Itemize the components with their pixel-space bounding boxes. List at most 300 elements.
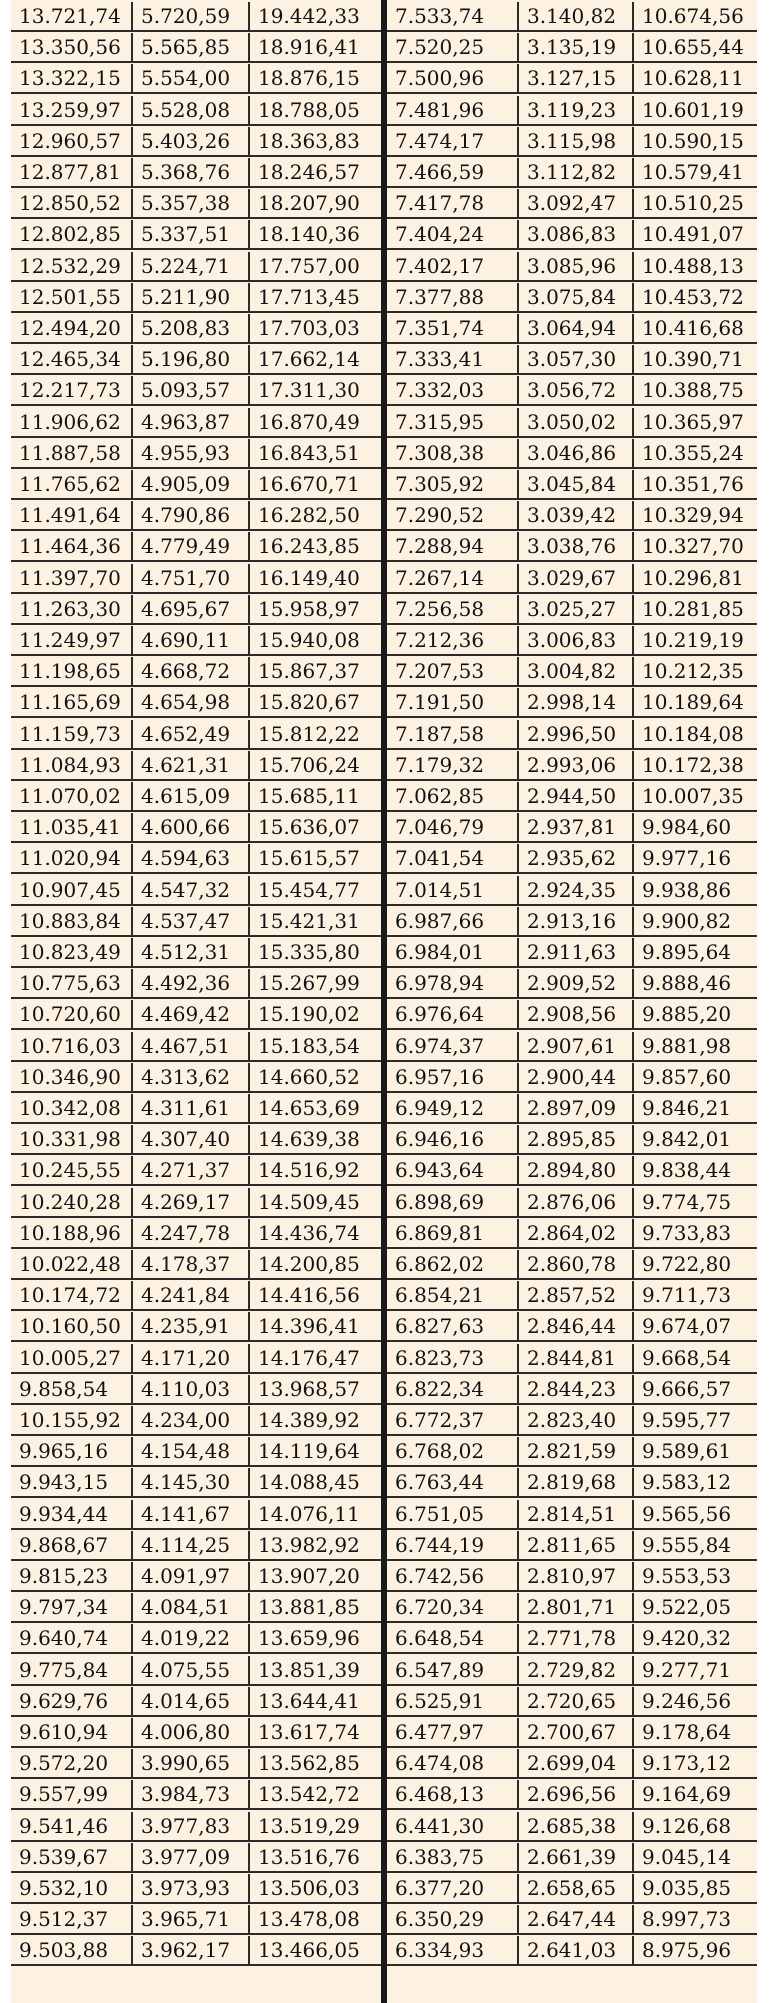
table-cell: 14.660,52	[248, 1063, 381, 1091]
table-cell: 9.977,16	[632, 844, 757, 872]
table-cell: 2.864,02	[517, 1219, 632, 1247]
table-cell: 3.029,67	[517, 564, 632, 592]
table-row	[11, 1312, 381, 1342]
table-cell: 9.838,44	[632, 1156, 757, 1184]
table-cell: 11.084,93	[19, 752, 121, 777]
table-cell: 11.198,65	[19, 659, 121, 684]
table-cell: 9.565,56	[632, 1500, 757, 1528]
table-cell: 3.962,17	[131, 1936, 248, 1964]
table-cell: 4.114,25	[131, 1531, 248, 1559]
table-cell: 9.512,37	[19, 1907, 109, 1932]
table-cell: 7.187,58	[395, 721, 485, 746]
table-row	[387, 1780, 757, 1810]
table-row	[387, 1843, 757, 1873]
table-cell: 15.267,99	[248, 969, 381, 997]
table-cell: 14.639,38	[248, 1125, 381, 1153]
table-cell: 4.241,84	[131, 1281, 248, 1309]
table-cell: 4.600,66	[131, 813, 248, 841]
table-cell: 13.907,20	[248, 1562, 381, 1590]
table-row	[11, 1125, 381, 1155]
table-cell: 2.935,62	[517, 844, 632, 872]
table-cell: 9.572,20	[19, 1751, 109, 1776]
table-cell: 2.844,23	[517, 1375, 632, 1403]
table-cell: 4.141,67	[131, 1500, 248, 1528]
table-cell: 3.064,94	[517, 314, 632, 342]
table-cell: 11.165,69	[19, 690, 121, 715]
table-row	[387, 345, 757, 375]
table-cell: 3.092,47	[517, 189, 632, 217]
table-cell: 6.350,29	[395, 1907, 485, 1932]
table-cell: 3.050,02	[517, 408, 632, 436]
table-cell: 9.126,68	[632, 1812, 757, 1840]
table-row	[387, 1468, 757, 1498]
table-cell: 9.666,57	[632, 1375, 757, 1403]
table-cell: 9.943,15	[19, 1470, 109, 1495]
table-cell: 7.288,94	[395, 534, 485, 559]
table-row	[387, 1687, 757, 1717]
table-cell: 4.084,51	[131, 1593, 248, 1621]
table-cell: 8.997,73	[632, 1905, 757, 1933]
table-cell: 14.119,64	[248, 1437, 381, 1465]
table-cell: 4.668,72	[131, 657, 248, 685]
table-cell: 16.282,50	[248, 501, 381, 529]
table-row	[387, 1593, 757, 1623]
table-cell: 18.916,41	[248, 33, 381, 61]
table-cell: 7.402,17	[395, 253, 485, 278]
table-row	[387, 1219, 757, 1249]
table-cell: 9.164,69	[632, 1780, 757, 1808]
table-cell: 3.046,86	[517, 439, 632, 467]
table-cell: 9.711,73	[632, 1281, 757, 1309]
table-cell: 6.768,02	[395, 1439, 485, 1464]
table-cell: 7.267,14	[395, 565, 485, 590]
table-row	[11, 127, 381, 157]
table-cell: 3.056,72	[517, 376, 632, 404]
table-row	[387, 1250, 757, 1280]
table-row	[11, 813, 381, 843]
table-cell: 6.978,94	[395, 971, 485, 996]
table-cell: 9.881,98	[632, 1032, 757, 1060]
table-row	[387, 33, 757, 63]
table-cell: 5.720,59	[131, 2, 248, 30]
table-row	[11, 1094, 381, 1124]
table-cell: 4.171,20	[131, 1344, 248, 1372]
table-cell: 10.189,64	[632, 688, 757, 716]
table-cell: 2.913,16	[517, 907, 632, 935]
table-cell: 4.547,32	[131, 876, 248, 904]
table-cell: 9.722,80	[632, 1250, 757, 1278]
table-row	[387, 1344, 757, 1374]
table-row	[387, 1812, 757, 1842]
table-cell: 4.779,49	[131, 532, 248, 560]
table-cell: 10.188,96	[19, 1220, 121, 1245]
table-cell: 5.196,80	[131, 345, 248, 373]
table-row	[387, 1032, 757, 1062]
table-cell: 14.436,74	[248, 1219, 381, 1247]
table-cell: 2.993,06	[517, 751, 632, 779]
table-cell: 6.976,64	[395, 1002, 485, 1027]
table-row	[11, 252, 381, 282]
table-row	[387, 501, 757, 531]
table-cell: 9.629,76	[19, 1688, 109, 1713]
table-cell: 9.553,53	[632, 1562, 757, 1590]
table-cell: 4.652,49	[131, 720, 248, 748]
table-cell: 14.509,45	[248, 1188, 381, 1216]
table-cell: 2.876,06	[517, 1188, 632, 1216]
table-cell: 9.640,74	[19, 1626, 109, 1651]
table-cell: 2.911,63	[517, 938, 632, 966]
table-row	[11, 1344, 381, 1374]
table-cell: 3.119,23	[517, 96, 632, 124]
table-cell: 4.247,78	[131, 1219, 248, 1247]
table-row	[11, 1281, 381, 1311]
table-row	[11, 408, 381, 438]
table-cell: 4.235,91	[131, 1312, 248, 1340]
table-cell: 4.690,11	[131, 626, 248, 654]
table-cell: 3.112,82	[517, 158, 632, 186]
table-cell: 15.940,08	[248, 626, 381, 654]
table-row	[11, 1437, 381, 1467]
table-row	[387, 1874, 757, 1904]
table-cell: 4.695,67	[131, 595, 248, 623]
table-cell: 4.145,30	[131, 1468, 248, 1496]
table-cell: 10.453,72	[632, 283, 757, 311]
table-cell: 5.357,38	[131, 189, 248, 217]
table-cell: 7.315,95	[395, 409, 485, 434]
table-cell: 3.038,76	[517, 532, 632, 560]
table-cell: 5.403,26	[131, 127, 248, 155]
table-row	[11, 720, 381, 750]
table-row	[387, 844, 757, 874]
table-cell: 4.512,31	[131, 938, 248, 966]
table-row	[11, 907, 381, 937]
table-cell: 10.005,27	[19, 1345, 121, 1370]
table-row	[11, 1936, 381, 1966]
table-cell: 13.259,97	[19, 97, 121, 122]
table-row	[387, 1562, 757, 1592]
table-cell: 2.944,50	[517, 782, 632, 810]
table-cell: 2.821,59	[517, 1437, 632, 1465]
table-cell: 2.685,38	[517, 1812, 632, 1840]
table-cell: 3.045,84	[517, 470, 632, 498]
table-row	[11, 1780, 381, 1810]
table-cell: 4.110,03	[131, 1375, 248, 1403]
table-cell: 2.844,81	[517, 1344, 632, 1372]
table-cell: 2.907,61	[517, 1032, 632, 1060]
table-cell: 4.467,51	[131, 1032, 248, 1060]
table-cell: 15.636,07	[248, 813, 381, 841]
table-cell: 9.557,99	[19, 1782, 109, 1807]
table-row	[387, 564, 757, 594]
table-cell: 10.601,19	[632, 96, 757, 124]
table-cell: 12.494,20	[19, 316, 121, 340]
table-row	[11, 1219, 381, 1249]
table-cell: 13.617,74	[248, 1718, 381, 1746]
table-cell: 7.062,85	[395, 784, 485, 808]
table-row	[11, 595, 381, 625]
table-cell: 2.909,52	[517, 969, 632, 997]
table-cell: 2.937,81	[517, 813, 632, 841]
table-cell: 10.219,19	[632, 626, 757, 654]
table-cell: 12.532,29	[19, 253, 121, 278]
table-cell: 6.772,37	[395, 1408, 485, 1432]
table-row	[11, 1593, 381, 1623]
table-cell: 4.615,09	[131, 782, 248, 810]
table-cell: 4.269,17	[131, 1188, 248, 1216]
table-cell: 3.057,30	[517, 345, 632, 373]
table-cell: 9.589,61	[632, 1437, 757, 1465]
table-cell: 3.039,42	[517, 501, 632, 529]
table-cell: 13.519,29	[248, 1812, 381, 1840]
table-cell: 2.897,09	[517, 1094, 632, 1122]
table-cell: 6.949,12	[395, 1096, 485, 1120]
table-cell: 9.774,75	[632, 1188, 757, 1216]
table-cell: 2.998,14	[517, 688, 632, 716]
table-cell: 14.200,85	[248, 1250, 381, 1278]
table-row	[387, 688, 757, 718]
table-row	[11, 1718, 381, 1748]
table-cell: 7.332,03	[395, 378, 485, 403]
table-cell: 17.713,45	[248, 283, 381, 311]
table-cell: 15.454,77	[248, 876, 381, 904]
table-row	[387, 1000, 757, 1030]
table-row	[11, 501, 381, 531]
table-row	[387, 1437, 757, 1467]
table-row	[387, 626, 757, 656]
table-row	[11, 1500, 381, 1530]
table-cell: 6.869,81	[395, 1220, 485, 1245]
table-cell: 9.797,34	[19, 1595, 109, 1620]
table-row	[387, 1312, 757, 1342]
table-cell: 4.469,42	[131, 1000, 248, 1028]
table-row	[387, 969, 757, 999]
table-cell: 16.870,49	[248, 408, 381, 436]
table-cell: 11.887,58	[19, 440, 121, 465]
table-cell: 9.984,60	[632, 813, 757, 841]
table-cell: 3.004,82	[517, 657, 632, 685]
table-cell: 4.234,00	[131, 1406, 248, 1434]
table-row	[11, 564, 381, 594]
table-cell: 13.644,41	[248, 1687, 381, 1715]
table-cell: 14.416,56	[248, 1281, 381, 1309]
table-row	[387, 938, 757, 968]
table-cell: 2.814,51	[517, 1500, 632, 1528]
table-cell: 7.520,25	[395, 35, 485, 60]
table-cell: 10.883,84	[19, 908, 121, 933]
table-cell: 2.811,65	[517, 1531, 632, 1559]
table-cell: 10.365,97	[632, 408, 757, 436]
table-row	[387, 1500, 757, 1530]
table-cell: 4.075,55	[131, 1656, 248, 1684]
table-cell: 9.895,64	[632, 938, 757, 966]
table-cell: 11.263,30	[19, 596, 121, 621]
table-row	[11, 33, 381, 63]
table-cell: 4.006,80	[131, 1718, 248, 1746]
table-cell: 2.895,85	[517, 1125, 632, 1153]
table-cell: 3.075,84	[517, 283, 632, 311]
table-row	[387, 876, 757, 906]
table-cell: 10.155,92	[19, 1408, 121, 1432]
table-cell: 7.333,41	[395, 347, 485, 372]
table-cell: 9.532,10	[19, 1876, 109, 1900]
table-cell: 10.491,07	[632, 220, 757, 248]
table-cell: 9.965,16	[19, 1439, 109, 1464]
table-cell: 6.822,34	[395, 1376, 485, 1401]
table-row	[11, 969, 381, 999]
table-cell: 4.311,61	[131, 1094, 248, 1122]
table-cell: 16.243,85	[248, 532, 381, 560]
table-cell: 11.906,62	[19, 409, 121, 434]
table-cell: 15.183,54	[248, 1032, 381, 1060]
table-cell: 7.500,96	[395, 66, 485, 91]
table-cell: 10.590,15	[632, 127, 757, 155]
table-cell: 5.554,00	[131, 64, 248, 92]
table-cell: 2.900,44	[517, 1063, 632, 1091]
table-cell: 10.655,44	[632, 33, 757, 61]
table-cell: 13.851,39	[248, 1656, 381, 1684]
table-row	[387, 1188, 757, 1218]
table-cell: 9.938,86	[632, 876, 757, 904]
table-cell: 15.685,11	[248, 782, 381, 810]
table-cell: 4.790,86	[131, 501, 248, 529]
table-cell: 4.905,09	[131, 470, 248, 498]
table-cell: 4.091,97	[131, 1562, 248, 1590]
table-row	[11, 1749, 381, 1779]
table-row	[387, 1281, 757, 1311]
table-row	[387, 1125, 757, 1155]
table-cell: 10.240,28	[19, 1189, 121, 1214]
table-cell: 16.149,40	[248, 564, 381, 592]
table-cell: 3.977,09	[131, 1843, 248, 1871]
table-cell: 4.963,87	[131, 408, 248, 436]
table-cell: 10.327,70	[632, 532, 757, 560]
table-row	[387, 813, 757, 843]
table-cell: 9.868,67	[19, 1532, 109, 1557]
table-row	[11, 1687, 381, 1717]
table-cell: 3.965,71	[131, 1905, 248, 1933]
table-cell: 2.647,44	[517, 1905, 632, 1933]
table-cell: 4.271,37	[131, 1156, 248, 1184]
table-row	[11, 96, 381, 126]
table-cell: 2.860,78	[517, 1250, 632, 1278]
table-cell: 3.025,27	[517, 595, 632, 623]
table-row	[11, 1531, 381, 1561]
table-cell: 14.076,11	[248, 1500, 381, 1528]
table-cell: 3.140,82	[517, 2, 632, 30]
table-cell: 18.788,05	[248, 96, 381, 124]
table-row	[11, 1843, 381, 1873]
table-cell: 17.757,00	[248, 252, 381, 280]
table-cell: 11.464,36	[19, 534, 121, 559]
table-cell: 9.674,07	[632, 1312, 757, 1340]
table-cell: 6.751,05	[395, 1501, 485, 1526]
table-cell: 6.742,56	[395, 1564, 485, 1588]
table-cell: 7.377,88	[395, 284, 485, 309]
table-cell: 10.331,98	[19, 1127, 121, 1152]
table-cell: 7.533,74	[395, 4, 485, 28]
table-row	[11, 876, 381, 906]
table-cell: 5.528,08	[131, 96, 248, 124]
table-cell: 10.342,08	[19, 1096, 121, 1120]
table-cell: 10.674,56	[632, 2, 757, 30]
table-cell: 9.541,46	[19, 1813, 109, 1838]
table-cell: 7.014,51	[395, 877, 485, 902]
table-row	[11, 1624, 381, 1654]
table-cell: 2.696,56	[517, 1780, 632, 1808]
table-cell: 18.876,15	[248, 64, 381, 92]
table-cell: 9.246,56	[632, 1687, 757, 1715]
table-cell: 3.984,73	[131, 1780, 248, 1808]
table-row	[11, 1812, 381, 1842]
table-cell: 2.857,52	[517, 1281, 632, 1309]
table-cell: 3.990,65	[131, 1749, 248, 1777]
table-cell: 2.658,65	[517, 1874, 632, 1902]
table-cell: 4.014,65	[131, 1687, 248, 1715]
table-cell: 2.924,35	[517, 876, 632, 904]
table-cell: 3.977,83	[131, 1812, 248, 1840]
table-cell: 18.140,36	[248, 220, 381, 248]
table-cell: 4.154,48	[131, 1437, 248, 1465]
table-cell: 2.771,78	[517, 1624, 632, 1652]
table-cell: 4.307,40	[131, 1125, 248, 1153]
table-cell: 5.208,83	[131, 314, 248, 342]
table-cell: 11.035,41	[19, 815, 121, 840]
table-row	[11, 1250, 381, 1280]
table-row	[11, 189, 381, 219]
table-cell: 10.351,76	[632, 470, 757, 498]
table-cell: 3.127,15	[517, 64, 632, 92]
table-cell: 9.277,71	[632, 1656, 757, 1684]
table-cell: 7.191,50	[395, 690, 485, 715]
right-value-table	[387, 0, 757, 2003]
table-row	[387, 470, 757, 500]
table-cell: 13.466,05	[248, 1936, 381, 1964]
table-cell: 7.207,53	[395, 659, 485, 684]
table-row	[11, 345, 381, 375]
table-cell: 7.305,92	[395, 472, 485, 496]
table-cell: 10.416,68	[632, 314, 757, 342]
table-cell: 10.007,35	[632, 782, 757, 810]
table-cell: 6.720,34	[395, 1595, 485, 1620]
table-cell: 4.178,37	[131, 1250, 248, 1278]
table-row	[11, 1406, 381, 1436]
table-cell: 9.842,01	[632, 1125, 757, 1153]
table-row	[387, 1656, 757, 1686]
table-row	[11, 220, 381, 250]
table-row	[11, 283, 381, 313]
table-cell: 4.019,22	[131, 1624, 248, 1652]
table-cell: 13.659,96	[248, 1624, 381, 1652]
table-cell: 4.955,93	[131, 439, 248, 467]
table-row	[387, 1375, 757, 1405]
table-row	[387, 1156, 757, 1186]
table-cell: 7.351,74	[395, 316, 485, 340]
table-cell: 9.900,82	[632, 907, 757, 935]
table-cell: 2.700,67	[517, 1718, 632, 1746]
table-cell: 13.542,72	[248, 1780, 381, 1808]
table-row	[387, 532, 757, 562]
table-cell: 2.894,80	[517, 1156, 632, 1184]
table-cell: 13.721,74	[19, 4, 121, 28]
table-row	[387, 907, 757, 937]
table-cell: 6.477,97	[395, 1720, 485, 1744]
table-cell: 9.733,83	[632, 1219, 757, 1247]
table-cell: 9.815,23	[19, 1564, 109, 1588]
table-cell: 5.565,85	[131, 33, 248, 61]
table-cell: 10.388,75	[632, 376, 757, 404]
table-cell: 12.802,85	[19, 222, 121, 247]
table-cell: 9.846,21	[632, 1094, 757, 1122]
